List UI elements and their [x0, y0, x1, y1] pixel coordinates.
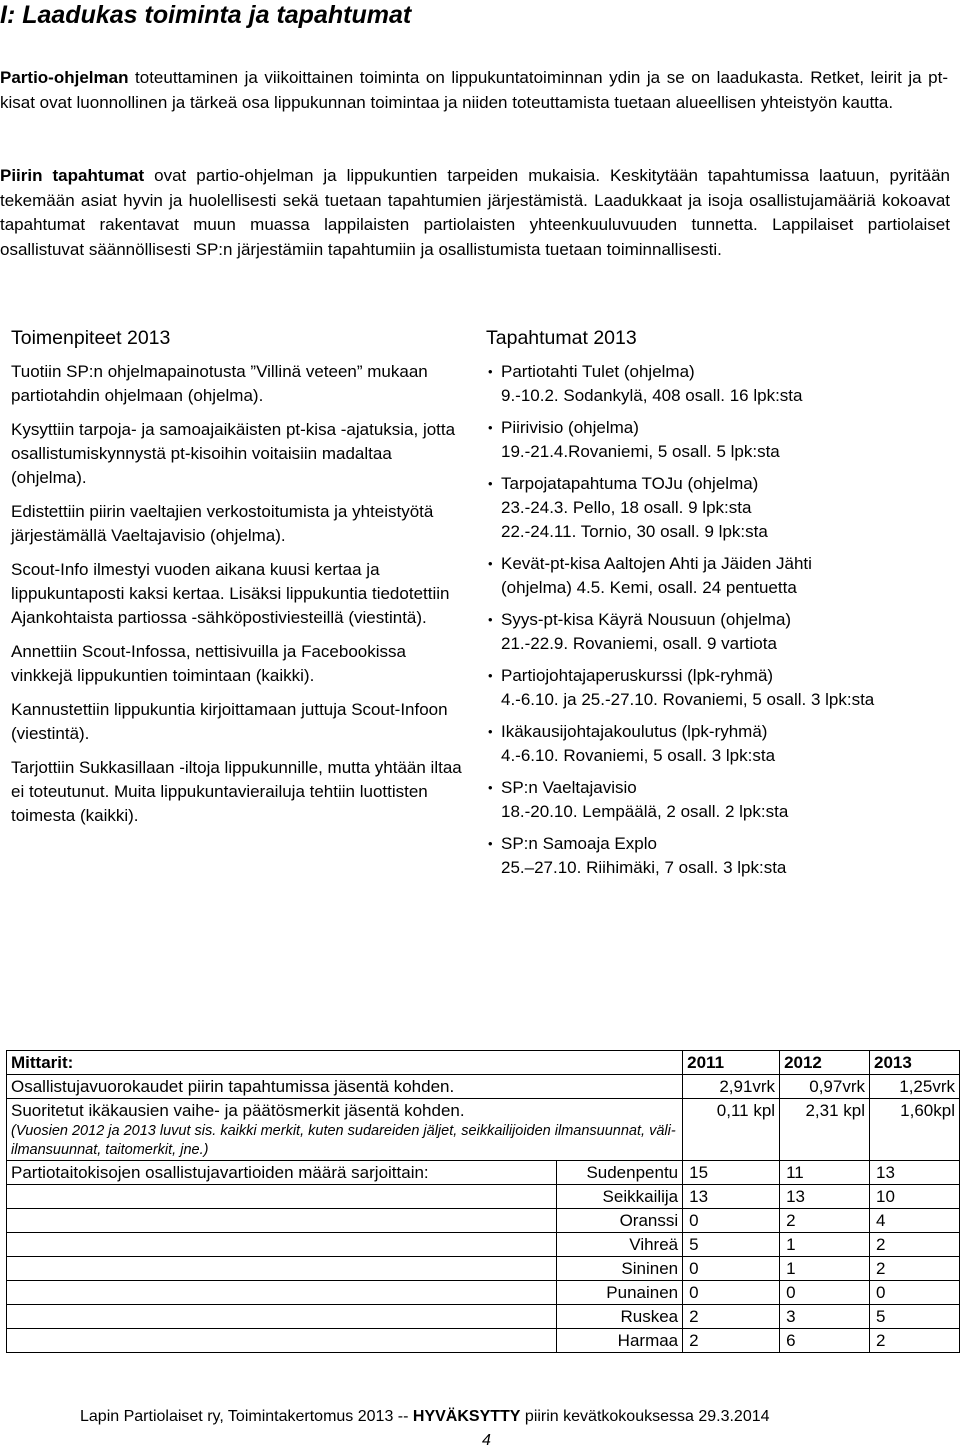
table-cell — [7, 1185, 557, 1209]
event-item — [484, 472, 954, 544]
table-cell: 2 — [870, 1329, 960, 1353]
events-paragraph — [0, 164, 950, 262]
table-cell — [7, 1233, 557, 1257]
footer-text: Lapin Partiolaiset ry, Toimintakertomus 2013 -- — [80, 1408, 413, 1425]
event-item — [484, 360, 954, 408]
bullet-icon: • — [488, 420, 493, 435]
measure-item: Annettiin Scout-Infossa, nettisivuilla ja Facebookissa vinkkejä lippukuntien toimintaan (kaikki). — [11, 642, 406, 685]
table-cell: 5 — [870, 1305, 960, 1329]
table-row — [7, 1075, 960, 1099]
table-cell: 13 — [780, 1185, 870, 1209]
page-footer — [80, 1407, 770, 1427]
page-title: I: Laadukas toiminta ja tapahtumat — [0, 1, 412, 29]
event-name: Partiotahti Tulet (ohjelma) — [501, 362, 695, 381]
bullet-icon: • — [488, 612, 493, 627]
series-name: Vihreä — [557, 1233, 683, 1257]
table-row — [7, 1305, 960, 1329]
table-cell: 6 — [780, 1329, 870, 1353]
event-name: Syys-pt-kisa Käyrä Nousuun (ohjelma) — [501, 610, 792, 629]
event-details: 25.‒27.10. Riihimäki, 7 osall. 3 lpk:sta — [501, 858, 787, 877]
event-details: 22.-24.11. Tornio, 30 osall. 9 lpk:sta — [501, 522, 768, 541]
event-details: (ohjelma) 4.5. Kemi, osall. 24 pentuetta — [501, 578, 797, 597]
table-row — [7, 1051, 960, 1075]
bullet-icon: • — [488, 724, 493, 739]
event-details: 9.-10.2. Sodankylä, 408 osall. 16 lpk:sta — [501, 386, 803, 405]
event-item — [484, 552, 954, 600]
table-row — [7, 1185, 960, 1209]
intro-text: toteuttaminen ja viikoittainen toiminta on lippukuntatoiminnan ydin ja se on laadukasta. Retket, leirit ja pt-kisat ovat luonnollinen ja tärkeä osa lippukunnan toimintaa ja niiden toteuttamista tuetaan alueellisen yhteistyön kautta. — [0, 68, 948, 112]
bullet-icon: • — [488, 668, 493, 683]
table-cell: 1,60kpl — [870, 1099, 960, 1161]
table-cell: 2,91vrk — [683, 1075, 780, 1099]
year-header: 2012 — [780, 1051, 870, 1075]
table-row — [7, 1257, 960, 1281]
table-cell: 1,25vrk — [870, 1075, 960, 1099]
measures-heading: Toimenpiteet 2013 — [11, 327, 171, 349]
event-name: Ikäkausijohtajakoulutus (lpk-ryhmä) — [501, 722, 768, 741]
table-cell: 11 — [780, 1161, 870, 1185]
series-name: Sininen — [557, 1257, 683, 1281]
measure-item: Tuotiin SP:n ohjelmapainotusta ”Villinä veteen” mukaan partiotahdin ohjelmaan (ohjelma). — [11, 362, 428, 405]
measure-item: Kysyttiin tarpoja- ja samoajaikäisten pt-kisa -ajatuksia, jotta osallistumiskynnystä pt-kisoihin voitaisiin madaltaa (ohjelma). — [11, 420, 456, 487]
metrics-label: Mittarit: — [7, 1051, 683, 1075]
event-item — [484, 416, 954, 464]
event-item — [484, 720, 954, 768]
event-details: 18.-20.10. Lempäälä, 2 osall. 2 lpk:sta — [501, 802, 789, 821]
series-name: Sudenpentu — [557, 1161, 683, 1185]
series-name: Harmaa — [557, 1329, 683, 1353]
table-cell: 0 — [780, 1281, 870, 1305]
event-name: Tarpojatapahtuma TOJu (ohjelma) — [501, 474, 759, 493]
bullet-icon: • — [488, 836, 493, 851]
intro-paragraph — [0, 66, 948, 115]
series-name: Seikkailija — [557, 1185, 683, 1209]
table-cell: 2 — [780, 1209, 870, 1233]
events-heading: Tapahtumat 2013 — [486, 327, 637, 349]
measure-item: Tarjottiin Sukkasillaan -iltoja lippukunnille, mutta yhtään iltaa ei toteutunut. Muita lippukuntavierailuja tehtiin luottisten toimesta (kaikki). — [11, 758, 462, 825]
table-cell — [7, 1281, 557, 1305]
measure-item: Scout-Info ilmestyi vuoden aikana kuusi kertaa ja lippukuntaposti kaksi kertaa. Lisäksi lippukuntia tiedotettiin Ajankohtaista partiossa -sähköpostiviesteillä (viestintä). — [11, 560, 450, 627]
series-name: Oranssi — [557, 1209, 683, 1233]
table-cell: 0 — [683, 1281, 780, 1305]
series-name: Punainen — [557, 1281, 683, 1305]
footer-approved: HYVÄKSYTTY — [412, 1408, 521, 1425]
event-item — [484, 608, 954, 656]
table-cell: 0 — [683, 1257, 780, 1281]
measures-list — [11, 360, 471, 838]
badges-cell — [7, 1099, 683, 1161]
table-cell: 13 — [683, 1185, 780, 1209]
table-cell: 0,97vrk — [780, 1075, 870, 1099]
table-cell: 10 — [870, 1185, 960, 1209]
table-row — [7, 1161, 960, 1185]
event-name: SP:n Samoaja Explo — [501, 834, 657, 853]
table-cell: 13 — [870, 1161, 960, 1185]
table-row — [7, 1099, 960, 1161]
table-cell: 0 — [683, 1209, 780, 1233]
table-cell: 0 — [870, 1281, 960, 1305]
table-cell — [7, 1305, 557, 1329]
table-cell: 0,11 kpl — [683, 1099, 780, 1161]
badges-label: Suoritetut ikäkausien vaihe- ja päätösmerkit jäsentä kohden. — [11, 1101, 465, 1120]
table-cell: 15 — [683, 1161, 780, 1185]
event-details: 4.-6.10. Rovaniemi, 5 osall. 3 lpk:sta — [501, 746, 776, 765]
table-row — [7, 1329, 960, 1353]
table-cell — [7, 1329, 557, 1353]
year-header: 2013 — [870, 1051, 960, 1075]
event-details: 23.-24.3. Pello, 18 osall. 9 lpk:sta — [501, 498, 752, 517]
measure-item: Edistettiin piirin vaeltajien verkostoitumista ja yhteistyötä järjestämällä Vaeltajavisio (ohjelma). — [11, 502, 434, 545]
events-paragraph-text: ovat partio-ohjelman ja lippukuntien tarpeiden mukaisia. Keskitytään tapahtumissa laatuun, pyritään tekemään asiat hyvin ja huolellisesti sekä tuetaan tapahtumien järjestämistä. Laadukkaat ja isoja osallistujamääriä kokoavat tapahtumat rakentavat muun muassa lappilaisten partiolaisten yhteenkuuluvuuden tunnetta. Lappilaiset partiolaiset osallistuvat säännöllisesti SP:n järjestämiin tapahtumiin ja osallistumista tuetaan toiminnallisesti. — [0, 166, 950, 259]
footer-meeting: piirin kevätkokouksessa 29.3.2014 — [520, 1408, 770, 1425]
patrols-label: Partiotaitokisojen osallistujavartioiden määrä sarjoittain: — [7, 1161, 557, 1185]
events-paragraph-bold: Piirin tapahtumat — [0, 166, 145, 185]
event-item — [484, 664, 954, 712]
table-row — [7, 1281, 960, 1305]
table-cell: 4 — [870, 1209, 960, 1233]
table-cell: 1 — [780, 1257, 870, 1281]
table-cell: 2 — [683, 1329, 780, 1353]
table-cell: 2,31 kpl — [780, 1099, 870, 1161]
intro-bold: Partio-ohjelman — [0, 68, 129, 87]
event-item — [484, 832, 954, 880]
event-item — [484, 776, 954, 824]
table-row — [7, 1233, 960, 1257]
event-name: Piirivisio (ohjelma) — [501, 418, 639, 437]
table-cell: 2 — [870, 1257, 960, 1281]
table-cell — [7, 1209, 557, 1233]
table-cell: 5 — [683, 1233, 780, 1257]
event-name: Kevät-pt-kisa Aaltojen Ahti ja Jäiden Jähti — [501, 554, 812, 573]
table-cell: 2 — [870, 1233, 960, 1257]
events-list — [484, 360, 954, 888]
event-name: SP:n Vaeltajavisio — [501, 778, 637, 797]
event-details: 19.-21.4.Rovaniemi, 5 osall. 5 lpk:sta — [501, 442, 780, 461]
table-cell: 1 — [780, 1233, 870, 1257]
bullet-icon: • — [488, 364, 493, 379]
event-details: 4.-6.10. ja 25.-27.10. Rovaniemi, 5 osall. 3 lpk:sta — [501, 690, 875, 709]
table-cell: 3 — [780, 1305, 870, 1329]
event-details: 21.-22.9. Rovaniemi, osall. 9 vartiota — [501, 634, 777, 653]
badges-note: (Vuosien 2012 ja 2013 luvut sis. kaikki merkit, kuten sudareiden jäljet, seikkailijoiden ilmansuunnat, väli-ilmansuunnat, taitomerkit, jne.) — [11, 1123, 676, 1158]
table-cell — [7, 1257, 557, 1281]
event-name: Partiojohtajaperuskurssi (lpk-ryhmä) — [501, 666, 774, 685]
bullet-icon: • — [488, 476, 493, 491]
measure-item: Kannustettiin lippukuntia kirjoittamaan juttuja Scout-Infoon (viestintä). — [11, 700, 448, 743]
metrics-table — [6, 1050, 960, 1353]
bullet-icon: • — [488, 556, 493, 571]
series-name: Ruskea — [557, 1305, 683, 1329]
table-cell: 2 — [683, 1305, 780, 1329]
overnights-label: Osallistujavuorokaudet piirin tapahtumissa jäsentä kohden. — [7, 1075, 683, 1099]
bullet-icon: • — [488, 780, 493, 795]
page-number: 4 — [482, 1432, 491, 1449]
year-header: 2011 — [683, 1051, 780, 1075]
table-row — [7, 1209, 960, 1233]
